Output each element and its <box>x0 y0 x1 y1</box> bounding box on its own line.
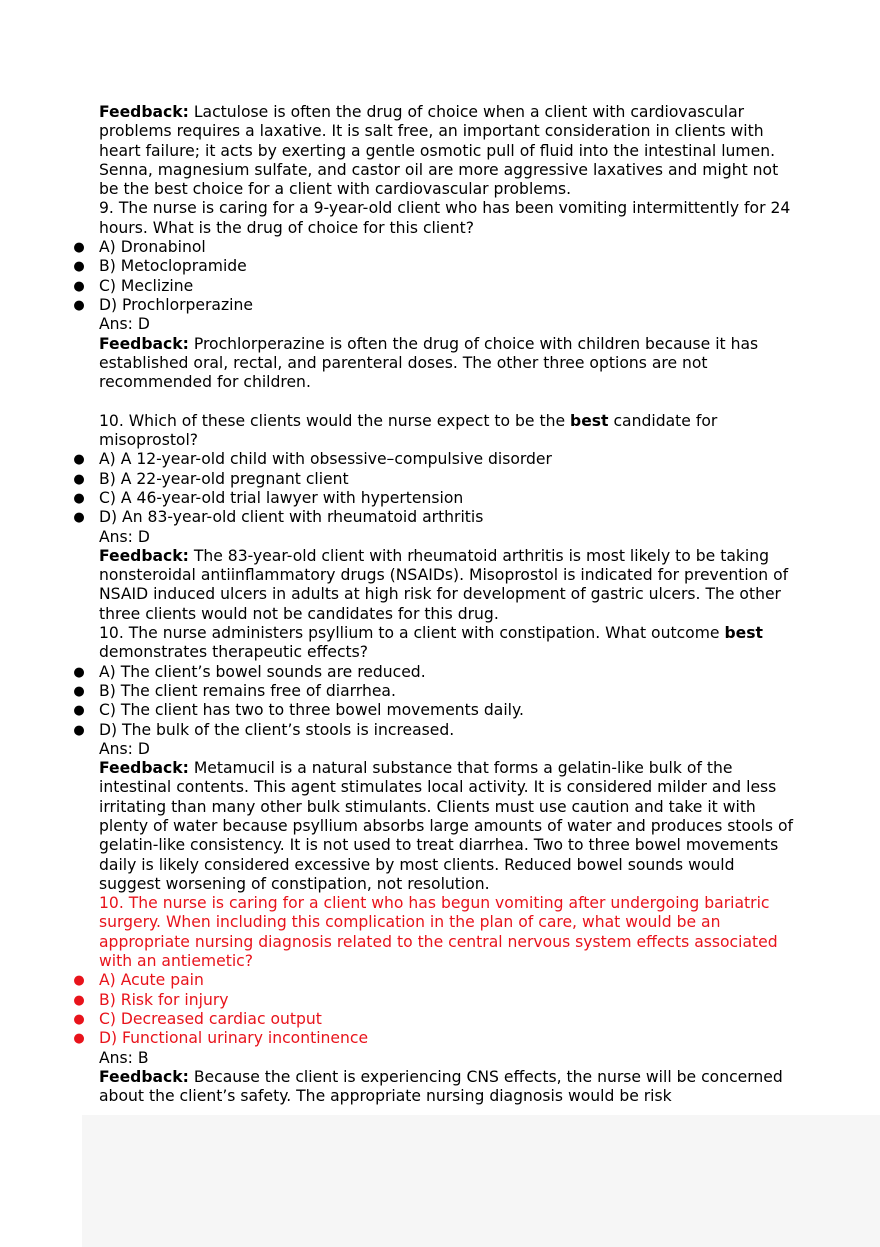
bullet-icon: ● <box>73 973 85 989</box>
q10c-option-d: ● D) Functional urinary incontinence <box>73 1029 369 1048</box>
feedback-text: Lactulose is often the drug of choice when a client with cardiovascular problems requires a laxative. It is salt free, an important consideration in clients with heart failure; it acts by exerting a gentle osmotic pull of fluid into the intestinal lumen. Senna, magnesium sulfate, and castor oil are more aggressive laxatives and might not be the best choice for a client with cardiovascular problems. <box>99 103 779 199</box>
bullet-icon: ● <box>73 683 85 699</box>
q10c-feedback <box>99 1068 799 1107</box>
bullet-icon: ● <box>73 1031 85 1047</box>
feedback-text: The 83-year-old client with rheumatoid arthritis is most likely to be taking nonsteroidal antiinflammatory drugs (NSAIDs). Misoprostol is indicated for prevention of NSAID induced ulcers in adults at high risk for development of gastric ulcers. The other three clients would not be candidates for this drug. <box>99 546 789 623</box>
feedback-text: Because the client is experiencing CNS effects, the nurse will be concerned about the client’s safety. The appropriate nursing diagnosis would be risk <box>99 1067 783 1106</box>
bullet-icon: ● <box>73 510 85 526</box>
q10a-option-b: ● B) A 22-year-old pregnant client <box>73 469 349 488</box>
q9-option-c: ● C) Meclizine <box>73 276 194 295</box>
bullet-icon: ● <box>73 240 85 256</box>
q10b-question: 10. The nurse administers psyllium to a client with constipation. What outcome best demonstrates therapeutic effects? <box>99 624 763 662</box>
q9-answer: Ans: D <box>99 315 150 334</box>
feedback-label: Feedback: <box>99 1067 189 1086</box>
q8-feedback <box>99 103 799 199</box>
feedback-label: Feedback: <box>99 103 189 121</box>
bullet-icon: ● <box>73 722 85 738</box>
page-shade <box>82 1115 880 1247</box>
bullet-icon: ● <box>73 471 85 487</box>
bullet-icon: ● <box>73 703 85 719</box>
q10c-option-c: ● C) Decreased cardiac output <box>73 1009 322 1028</box>
feedback-label: Feedback: <box>99 334 189 353</box>
q10b-option-d: ● D) The bulk of the client’s stools is increased. <box>73 720 455 739</box>
q10b-answer: Ans: D <box>99 739 150 758</box>
q10a-answer: Ans: D <box>99 527 150 546</box>
q10a-option-d: ● D) An 83-year-old client with rheumatoid arthritis <box>73 508 484 527</box>
bullet-icon: ● <box>73 992 85 1008</box>
q9-feedback <box>99 335 799 393</box>
q10a-feedback <box>99 547 799 624</box>
q10b-feedback <box>99 759 799 894</box>
q9-option-b: ● B) Metoclopramide <box>73 257 247 276</box>
q10c-option-b: ● B) Risk for injury <box>73 990 229 1009</box>
bullet-icon: ● <box>73 297 85 313</box>
q10a-option-a: ● A) A 12-year-old child with obsessive–compulsive disorder <box>73 450 552 469</box>
bullet-icon: ● <box>73 278 85 294</box>
bullet-icon: ● <box>73 259 85 275</box>
q10b-option-a: ● A) The client’s bowel sounds are reduced. <box>73 662 426 681</box>
q9-question: 9. The nurse is caring for a 9-year-old client who has been vomiting intermittently for 24 hours. What is the drug of choice for this client? <box>99 199 791 237</box>
feedback-text: Metamucil is a natural substance that forms a gelatin-like bulk of the intestinal contents. This agent stimulates local activity. It is considered milder and less irritating than many other bulk stimulants. Clients must use caution and take it with plenty of water because psyllium absorbs large amounts of water and produces stools of gelatin-like consistency. It is not used to treat diarrhea. Two to three bowel movements daily is likely considered excessive by most clients. Reduced bowel sounds would suggest worsening of constipation, not resolution. <box>99 759 794 893</box>
q10b-option-c: ● C) The client has two to three bowel movements daily. <box>73 701 524 720</box>
feedback-label: Feedback: <box>99 546 189 565</box>
feedback-label: Feedback: <box>99 759 189 778</box>
blank-line <box>99 392 799 411</box>
q10c-question: 10. The nurse is caring for a client who has begun vomiting after undergoing bariatric surgery. When including this complication in the plan of care, what would be an appropriate nursing diagnosis related to the central nervous system effects associated with an antiemetic? <box>99 894 778 971</box>
page-content <box>73 103 799 1106</box>
q10b-option-b: ● B) The client remains free of diarrhea. <box>73 681 396 700</box>
feedback-text: Prochlorperazine is often the drug of choice with children because it has established oral, rectal, and parenteral doses. The other three options are not recommended for children. <box>99 334 759 392</box>
bullet-icon: ● <box>73 490 85 506</box>
bullet-icon: ● <box>73 664 85 680</box>
q10a-question: 10. Which of these clients would the nurse expect to be the best candidate for misoprostol? <box>99 411 718 450</box>
bullet-icon: ● <box>73 1011 85 1027</box>
q9-option-a: ● A) Dronabinol <box>73 238 206 257</box>
q10c-option-a: ● A) Acute pain <box>73 971 204 990</box>
q9-option-d: ● D) Prochlorperazine <box>73 295 253 314</box>
bullet-icon: ● <box>73 452 85 468</box>
q10a-option-c: ● C) A 46-year-old trial lawyer with hypertension <box>73 488 464 507</box>
q10c-answer: Ans: B <box>99 1048 149 1067</box>
